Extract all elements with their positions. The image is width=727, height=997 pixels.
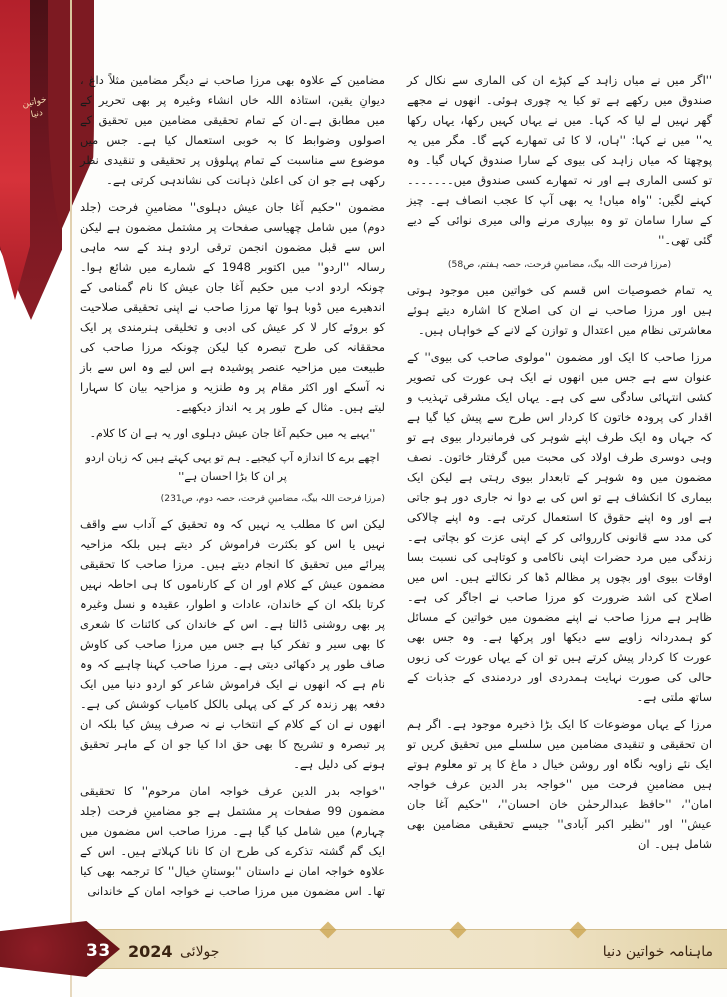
paragraph: مرزا کے یہاں موضوعات کا ایک بڑا ذخیرہ موجود ہے۔ اگر ہم ان تحقیقی و تنقیدی مضامین میں سلسلے میں تحقیق کریں تو ایک نئے زاویہ نگاہ اور روشن خیال د ماغ کا پر تو معلوم ہوتے ہیں مضامینِ فرحت میں ''خواجہ بدر الدین عرف خواجہ امان''، ''حافظ عبدالرحمٰن خان احسان''، ''حکیم آغا جان عیش'' اور ''نظیر اکبر آبادی'' جیسے تحقیقی مضامین بھی شامل ہیں۔ ان bbox=[407, 717, 712, 851]
paragraph: لیکن اس کا مطلب یہ نہیں کہ وہ تحقیق کے آداب سے واقف نہیں یا اس کو بکثرت فراموش کر دیتے ہیں بلکہ مزاحیہ پیرائے میں تحقیق کا انجام دیتے ہیں۔ مرزا صاحب کا تحقیقی مضمون عیش کے کلام اور ان کے کارناموں کا ہی احاطہ نہیں کرتا بلکہ ان کے خاندان، عادات و اطوار، عقیدہ و نسل وغیرہ پر بھی روشنی ڈالتا ہے۔ اس کے خاندان کی کائنات کا شعری کا بھی سیر و تفکر کیا ہے جس میں مرزا صاحب کی کاوش صاف طور پر دکھائی دیتی ہے۔ مرزا صاحب کہنا چاہیے کہ وہ نام ہے کہ انھوں نے ایک فراموش شاعر کو اردو دنیا میں ایک دفعہ پھر زندہ کر کے کی پہلی بالکل کامیاب کوشش کی ہے۔ انھوں نے ان کے کلام کے انتخاب نے نہ صرف پیش کیا بلکہ ان پر تبصرہ و تشریح کا بھی حق ادا کیا جو ان کے ماہر تحقیق ہونے کی دلیل ہے۔ bbox=[80, 517, 385, 771]
spine-red-shape bbox=[0, 0, 30, 300]
diamond-ornament-icon bbox=[450, 922, 467, 939]
quoted-verse: ''یہیے یہ میں حکیم آغا جان عیش دہلوی اور یہ ہے ان کا کلام۔ bbox=[89, 427, 376, 440]
paragraph: مضمون ''حکیم آغا جان عیش دہلوی'' مضامینِ فرحت (جلد دوم) میں شامل چھیاسی صفحات پر مشتمل مضمون ہے لیکن اس سے قبل مضمون انجمن ترقی اردو ہند کے سہ ماہی رسالہ ''اردو'' میں اکتوبر 1948 کے شمارے میں شائع ہوا۔ چونکہ اردو ادب میں حکیم آغا جان عیش کا نام گمنامی کے اندھیرے میں ڈوبا ہوا تھا مرزا صاحب نے اپنی تحقیقی صلاحیت کو بروئے کار لا کر عیش کی ادبی و تخلیقی ہنرمندی پر ایک محققانہ کی طرح تبصرہ کیا لیکن چونکہ مرزا صاحب کی طبیعت میں مزاحیہ عنصر پوشیدہ ہے اس لیے وہ اس سے باز نہ آسکے اور اکثر مقام پر وہ طنزیہ و مزاحیہ بیان کا سہارا لیتے ہیں۔ مثال کے طور پر یہ انداز دیکھیے۔ bbox=[80, 200, 385, 414]
paragraph: ''اگر میں نے میاں زاہد کے کپڑے ان کی الماری سے نکال کر صندوق میں رکھے ہے تو کیا یہ چوری ہوئی۔ انھوں نے مجھے گھر نہیں لے لیا کہ کہا۔ میں نے یہاں کہیں رکھا، یہاں رکھا یہ'' میں نے کہا: ''ہاں، لا کا ئی تمھارے کہے گا۔ مگر میں یہ پوچھتا کہ میاں زاہد کی بیوی کے سارا صندوق کہاں گیا۔ وہ تو کسی الماری ہے اور نہ تمھارے کسی صندوق میں۔۔۔۔۔۔۔ کہنے لگیں: ''واہ میاں! یہ بھی آپ کا عجب انصاف ہے۔ چیز کے سارا سامان تو وہ بیپاری مرنے والی میری نوائی کے دیے گئی تھی۔'' bbox=[407, 73, 712, 247]
diamond-ornament-icon bbox=[570, 922, 587, 939]
paragraph: مرزا صاحب کا ایک اور مضمون ''مولوی صاحب کی بیوی'' کے عنوان سے ہے جس میں انھوں نے ایک ہی عورت کی تصویر کشی انتہائی سادگی سے کی ہے۔ یہاں ایک مشرقی تہذیب و اقدار کی پرودہ خاتون کا کردار اس طرح سے پیش کیا گیا ہے کہ جہاں وہ ایک طرف اپنے شوہر کی فرمانبردار بیوی ہے تو وہی دوسری طرف اولاد کی محبت میں گرفتار خاتون۔ نصف مضمون میں وہ شوہر کے تابعدار بیوی رہتی ہے لیکن ایک بیماری کا انکشاف ہے تو اس کی بے دوا نہ جاری دور ہو جاتی ہے اور وہ اپنے حقوق کا استعمال کرتی ہے۔ وہ اپنے چالاکی کی مدد سے قانونی کارروائی کر کے اپنی عزت کو بچاتی ہے۔ زندگی میں مرد حضرات اپنی ناکامی و کوتاہی کی نسبت بسا اوقات بیوی اور بچوں پر مظالم ڈھا کر نکالتے ہیں۔ اس میں اصلاح کی اشد ضرورت کو مرزا صاحب نے اجاگر کی ہے۔ ظاہر ہے مرزا صاحب نے اپنے مضمون میں خواتین کے مسائل کو ہمدردانہ زاویے سے دیکھا اور پرکھا ہے۔ وہ جس بھی عورت کا کردار پیش کرتے ہیں تو ان کے یہاں عورت کی زبوں حالی کی صورت نہایت ہمدردی اور دردمندی کے جذبات کے ساتھ ملتی ہے۔ bbox=[407, 350, 712, 704]
spine-gold-rule bbox=[70, 0, 72, 997]
footer-magazine-title: ماہنامہ خواتین دنیا bbox=[602, 944, 713, 960]
diamond-ornament-icon bbox=[320, 922, 337, 939]
column-right bbox=[407, 70, 712, 890]
paragraph: ''خواجہ بدر الدین عرف خواجہ امان مرحوم'' کا تحقیقی مضمون 99 صفحات پر مشتمل ہے جو مضامینِ فرحت (جلد چہارم) میں شامل کیا گیا ہے۔ مرزا صاحب اس مضمون میں ایک گم گشتہ تذکرے کی طرح ان کا نانا کہلاتے ہیں۔ اس کے علاوہ خواجہ امان نے داستان ''بوستانِ خیال'' کا ترجمہ بھی کیا تھا۔ اس مضمون میں مرزا صاحب نے خواجہ امان کے خاندانی bbox=[80, 784, 385, 898]
paragraph: یہ تمام خصوصیات اس قسم کی خواتین میں موجود ہوتی ہیں اور مرزا صاحب نے ان کی اصلاح کا اشارہ دیتے ہوئے معاشرتی نظام میں اعتدال و توازن کے لانے کے خواہاں ہیں۔ bbox=[407, 283, 712, 337]
footer-month: جولائی bbox=[180, 944, 220, 960]
quoted-verse: اچھے برے کا اندازہ آپ کیجیے۔ ہم تو یہی کہتے ہیں کہ زبان اردو پر ان کا بڑا احسان ہے'' bbox=[85, 451, 380, 483]
citation: (مرزا فرحت اللہ بیگ، مضامینِ فرحت، حصہ ہفتم، ص58) bbox=[447, 259, 672, 270]
page-number: 33 bbox=[86, 941, 111, 961]
paragraph: مضامین کے علاوہ بھی مرزا صاحب نے دیگر مضامین مثلاً داغ ، دیوانِ یقین، استاذہ اللہ خاں انشاء وغیرہ پر بھی تحریر کے میں مطابق ہے۔ان کے تمام تحقیقی مضامین میں تحقیق کے اصولوں وضوابط کا بہ خوبی استعمال کیا ہے۔ جس میں موضوع سے مناسبت کے تمام پہلوؤں پر تحقیقی و تنقیدی نظر رکھی ہے جو ان کی اعلیٰ ذہانت کی نشاندہی کرتی ہے۔ bbox=[80, 73, 385, 187]
citation: (مرزا فرحت اللہ بیگ، مضامینِ فرحت، حصہ دوم، ص231) bbox=[160, 493, 385, 504]
article-body bbox=[80, 70, 712, 898]
page-spine-decoration bbox=[0, 0, 72, 997]
spine-badge-text: خواتین دنیا bbox=[21, 94, 48, 121]
footer-year: 2024 bbox=[128, 942, 173, 961]
column-left bbox=[80, 70, 385, 898]
